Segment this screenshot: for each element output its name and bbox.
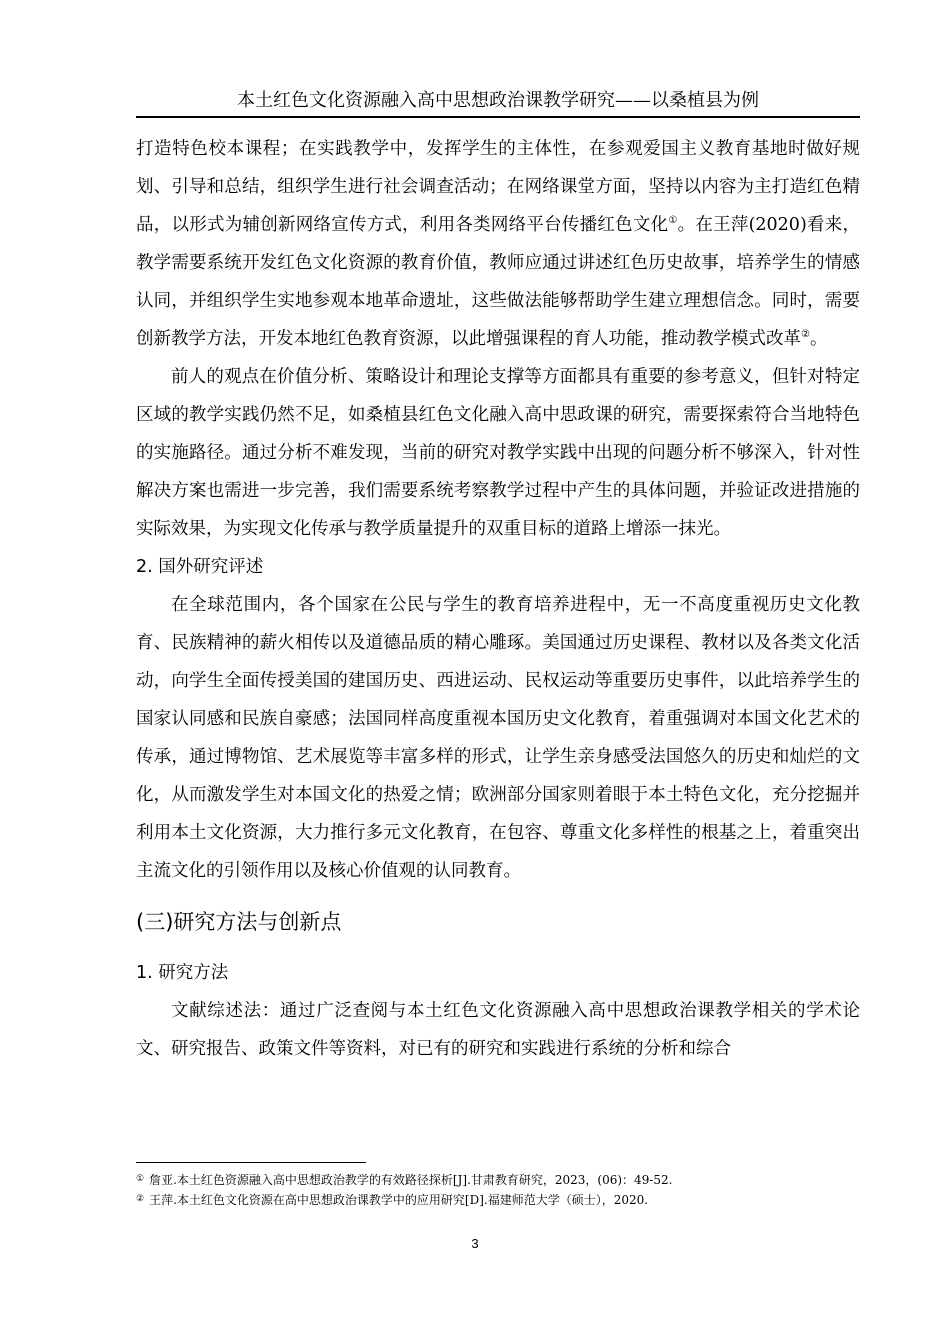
body-text	[136, 130, 860, 1068]
subheading-foreign-review: 2. 国外研究评述	[136, 557, 264, 577]
page-number: 3	[471, 1236, 479, 1251]
footnote-1-mark: ①	[136, 1174, 145, 1184]
footnote-1	[136, 1170, 860, 1190]
footnote-ref-1[interactable]: ①	[668, 215, 678, 226]
footnote-2-mark: ②	[136, 1194, 145, 1204]
footnotes	[136, 1170, 860, 1210]
footnote-1-text: 詹亚.本土红色资源融入高中思想政治教学的有效路径探析[J].甘肃教育研究，2023，(06)：49-52.	[149, 1173, 673, 1187]
paragraph-1-text-cont: 。在王萍(2020)看来，教学需要系统开发红色文化资源的教育价值，教师应通过讲述红色历史故事，培养学生的情感认同，并组织学生实地参观本地革命遗址，这些做法能够帮助学生建立理想信念。同时，需要创新教学方法，开发本地红色教育资源，以此增强课程的育人功能，推动教学模式改革	[136, 215, 861, 349]
paragraph-1-text: 打造特色校本课程；在实践教学中，发挥学生的主体性，在参观爱国主义教育基地时做好规划、引导和总结，组织学生进行社会调查活动；在网络课堂方面，坚持以内容为主打造红色精品，以形式为辅创新网络宣传方式，利用各类网络平台传播红色文化	[136, 139, 860, 235]
paragraph-3: 在全球范围内，各个国家在公民与学生的教育培养进程中，无一不高度重视历史文化教育、民族精神的薪火相传以及道德品质的精心雕琢。美国通过历史课程、教材以及各类文化活动，向学生全面传授美国的建国历史、西进运动、民权运动等重要历史事件，以此培养学生的国家认同感和民族自豪感；法国同样高度重视本国历史文化教育，着重强调对本国文化艺术的传承，通过博物馆、艺术展览等丰富多样的形式，让学生亲身感受法国悠久的历史和灿烂的文化，从而激发学生对本国文化的热爱之情；欧洲部分国家则着眼于本土特色文化，充分挖掘并利用本土文化资源，大力推行多元文化教育，在包容、尊重文化多样性的根基之上，着重突出主流文化的引领作用以及核心价值观的认同教育。	[136, 595, 860, 881]
paragraph-1	[136, 130, 860, 358]
subheading-research-methods: 1. 研究方法	[136, 963, 229, 983]
section-heading-methods: (三)研究方法与创新点	[136, 910, 342, 934]
paragraph-4: 文献综述法：通过广泛查阅与本土红色文化资源融入高中思想政治课教学相关的学术论文、研究报告、政策文件等资料，对已有的研究和实践进行系统的分析和综合	[136, 1001, 860, 1059]
footnote-2	[136, 1190, 860, 1210]
paragraph-1-tail: 。	[809, 329, 828, 349]
paragraph-2: 前人的观点在价值分析、策略设计和理论支撑等方面都具有重要的参考意义，但针对特定区域的教学实践仍然不足，如桑植县红色文化融入高中思政课的研究，需要探索符合当地特色的实施路径。通过分析不难发现，当前的研究对教学实践中出现的问题分析不够深入，针对性解决方案也需进一步完善，我们需要系统考察教学过程中产生的具体问题，并验证改进措施的实际效果，为实现文化传承与教学质量提升的双重目标的道路上增添一抹光。	[136, 367, 860, 539]
footnote-rule	[136, 1162, 366, 1163]
footnote-ref-2[interactable]: ②	[801, 329, 810, 340]
running-header: 本土红色文化资源融入高中思想政治课教学研究——以桑植县为例	[237, 90, 759, 111]
footnote-2-text: 王萍.本土红色文化资源在高中思想政治课教学中的应用研究[D].福建师范大学（硕士），2020.	[149, 1193, 649, 1207]
header-rule	[136, 116, 860, 118]
